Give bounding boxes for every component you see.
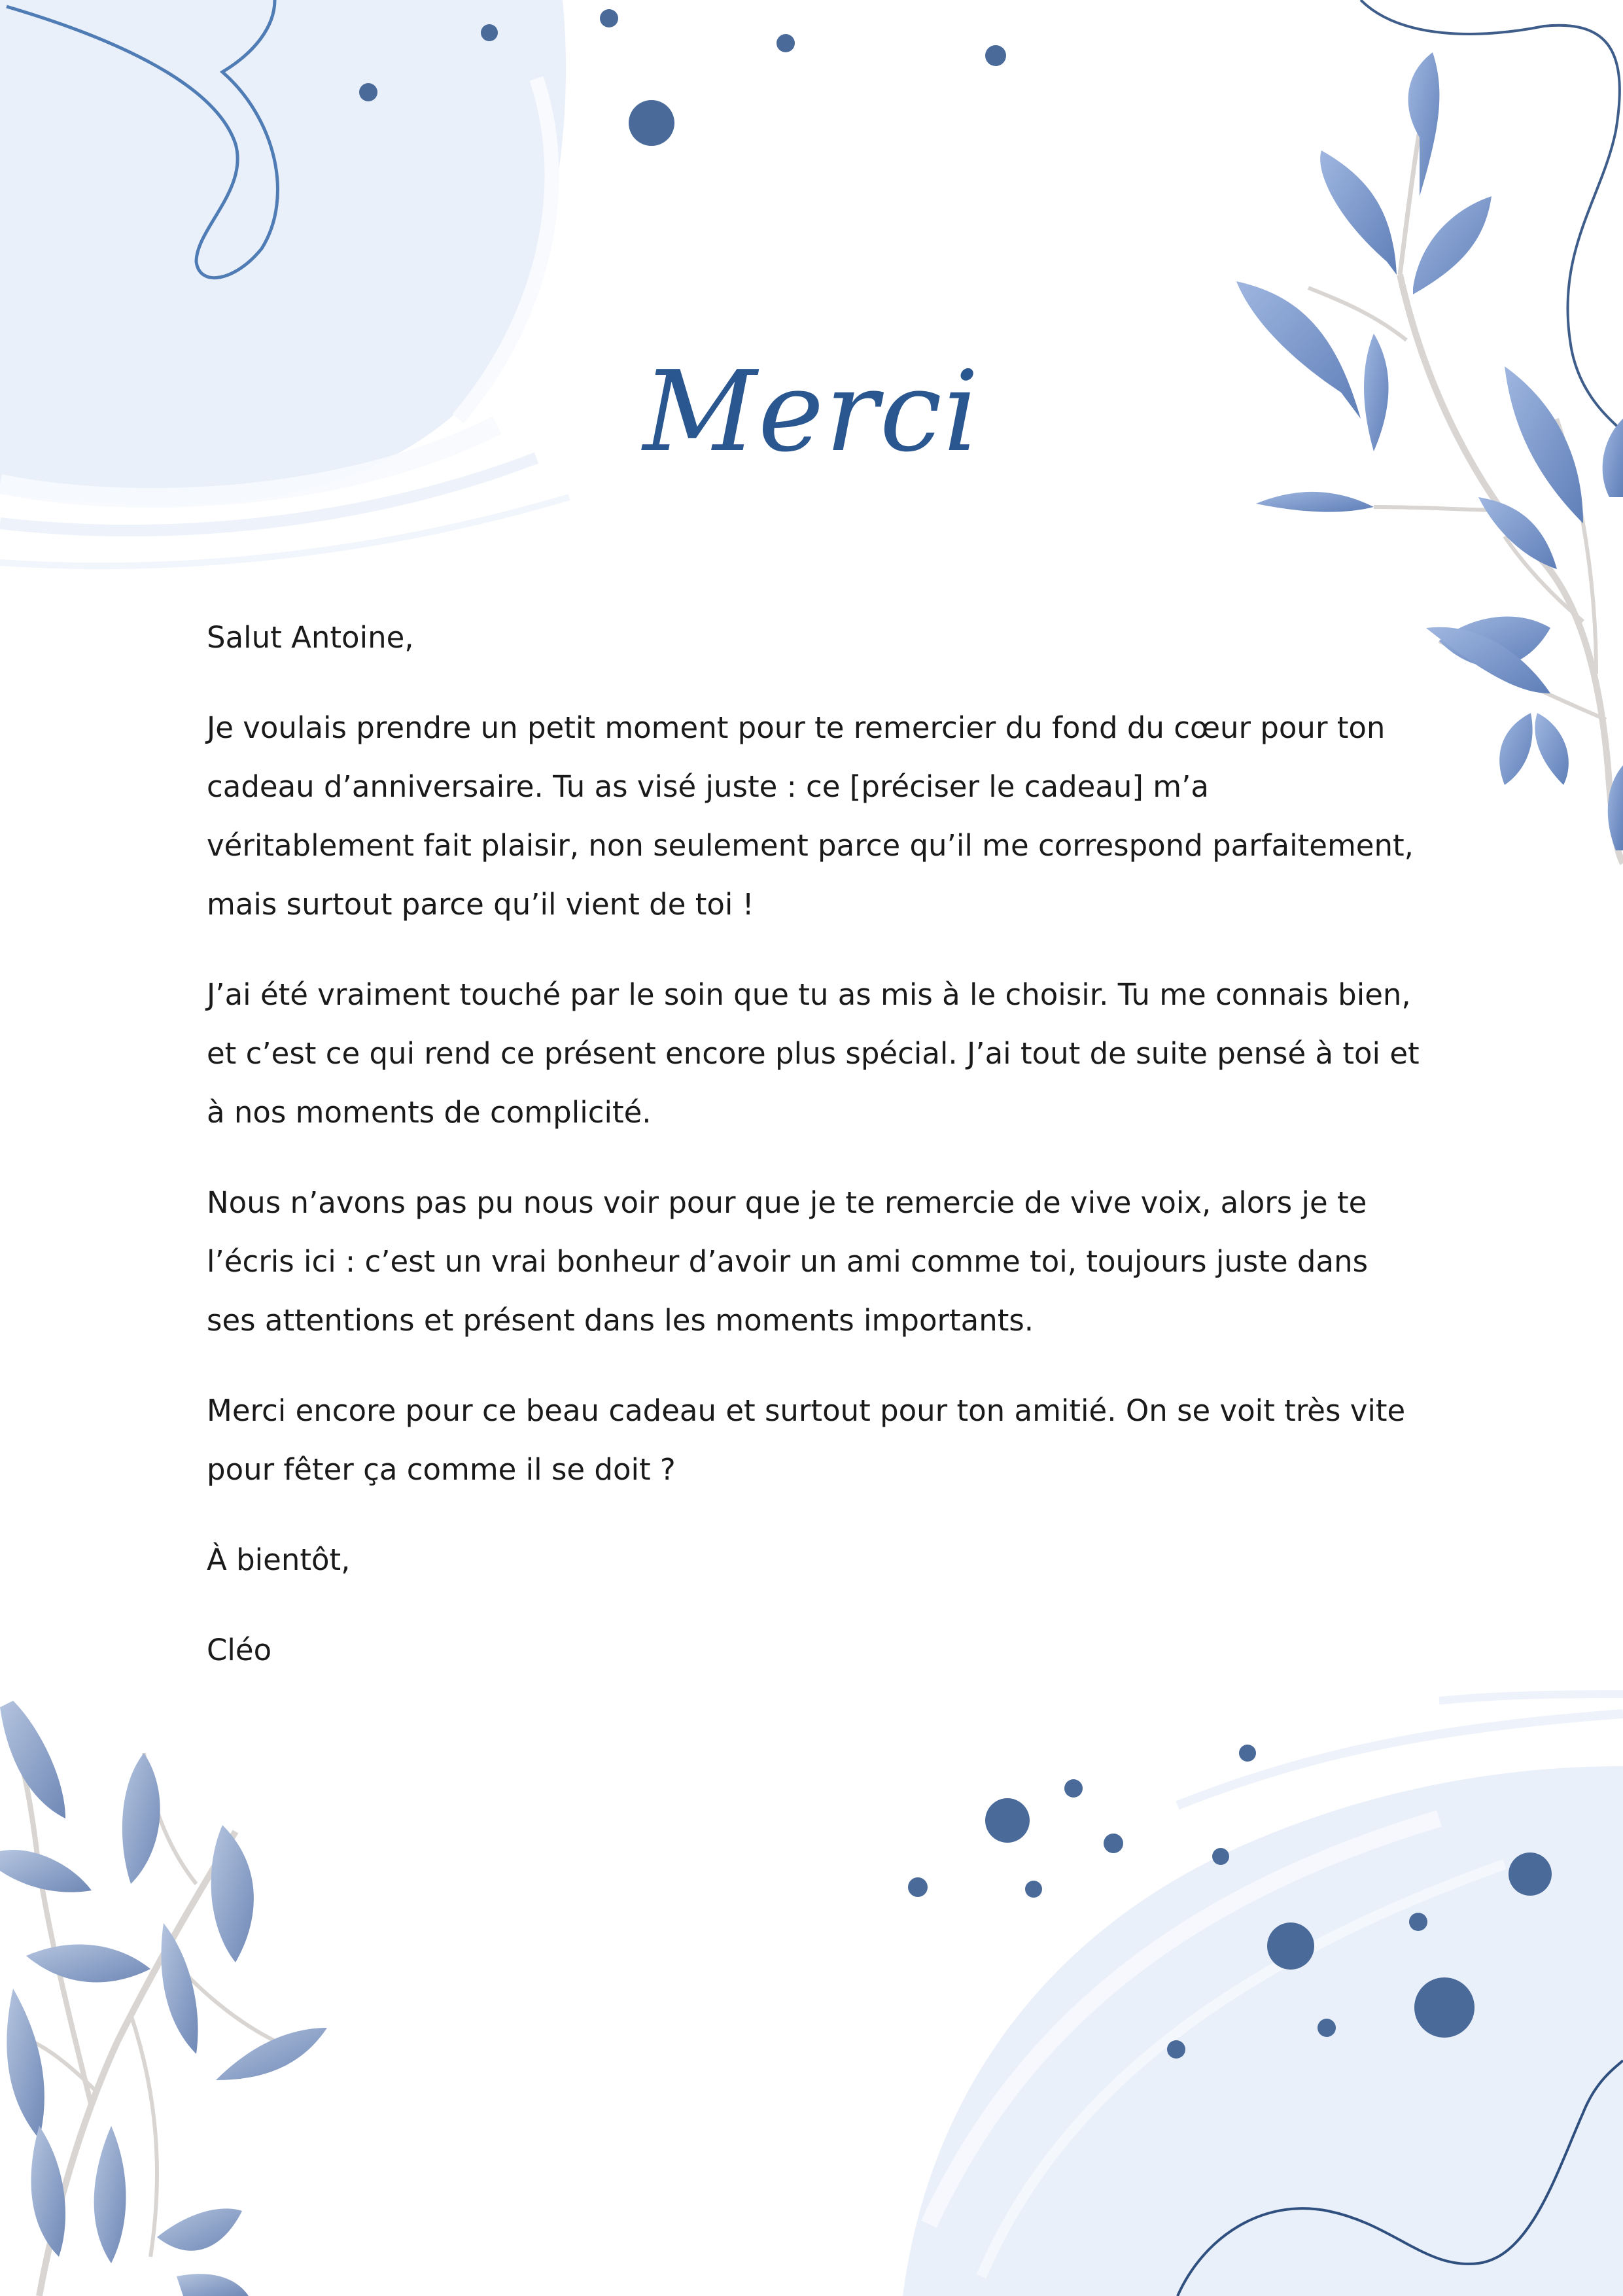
bottom-left-branch (0, 1701, 327, 2296)
paragraph-2: J’ai été vraiment touché par le soin que tu as mis à le choisir. Tu me connais bien, et c’est ce qui rend ce présent encore plus spécial. J’ai tout de suite pensé à toi et à nos moments de complicité. (207, 977, 1420, 1130)
closing: À bientôt, (207, 1542, 351, 1577)
letter-body (207, 608, 1423, 1711)
bottom-right-wash (903, 1694, 1623, 2296)
top-left-wash (0, 0, 569, 566)
page-title: Merci (642, 347, 981, 477)
paragraph-4: Merci encore pour ce beau cadeau et surtout pour ton amitié. On se voit très vite pour fêter ça comme il se doit ? (207, 1393, 1406, 1487)
paragraph-1: Je voulais prendre un petit moment pour te remercier du fond du cœur pour ton cadeau d’anniversaire. Tu as visé juste : ce [préciser le cadeau] m’a véritablement fait plaisir, non seulement parce qu’il me correspond parfaitement, mais surtout parce qu’il vient de toi ! (207, 710, 1414, 922)
paragraph-3: Nous n’avons pas pu nous voir pour que je te remercie de vive voix, alors je te l’écris ici : c’est un vrai bonheur d’avoir un ami comme toi, toujours juste dans ses attentions et présent dans les moments importants. (207, 1185, 1369, 1338)
signature: Cléo (207, 1633, 272, 1667)
greeting: Salut Antoine, (207, 620, 414, 655)
